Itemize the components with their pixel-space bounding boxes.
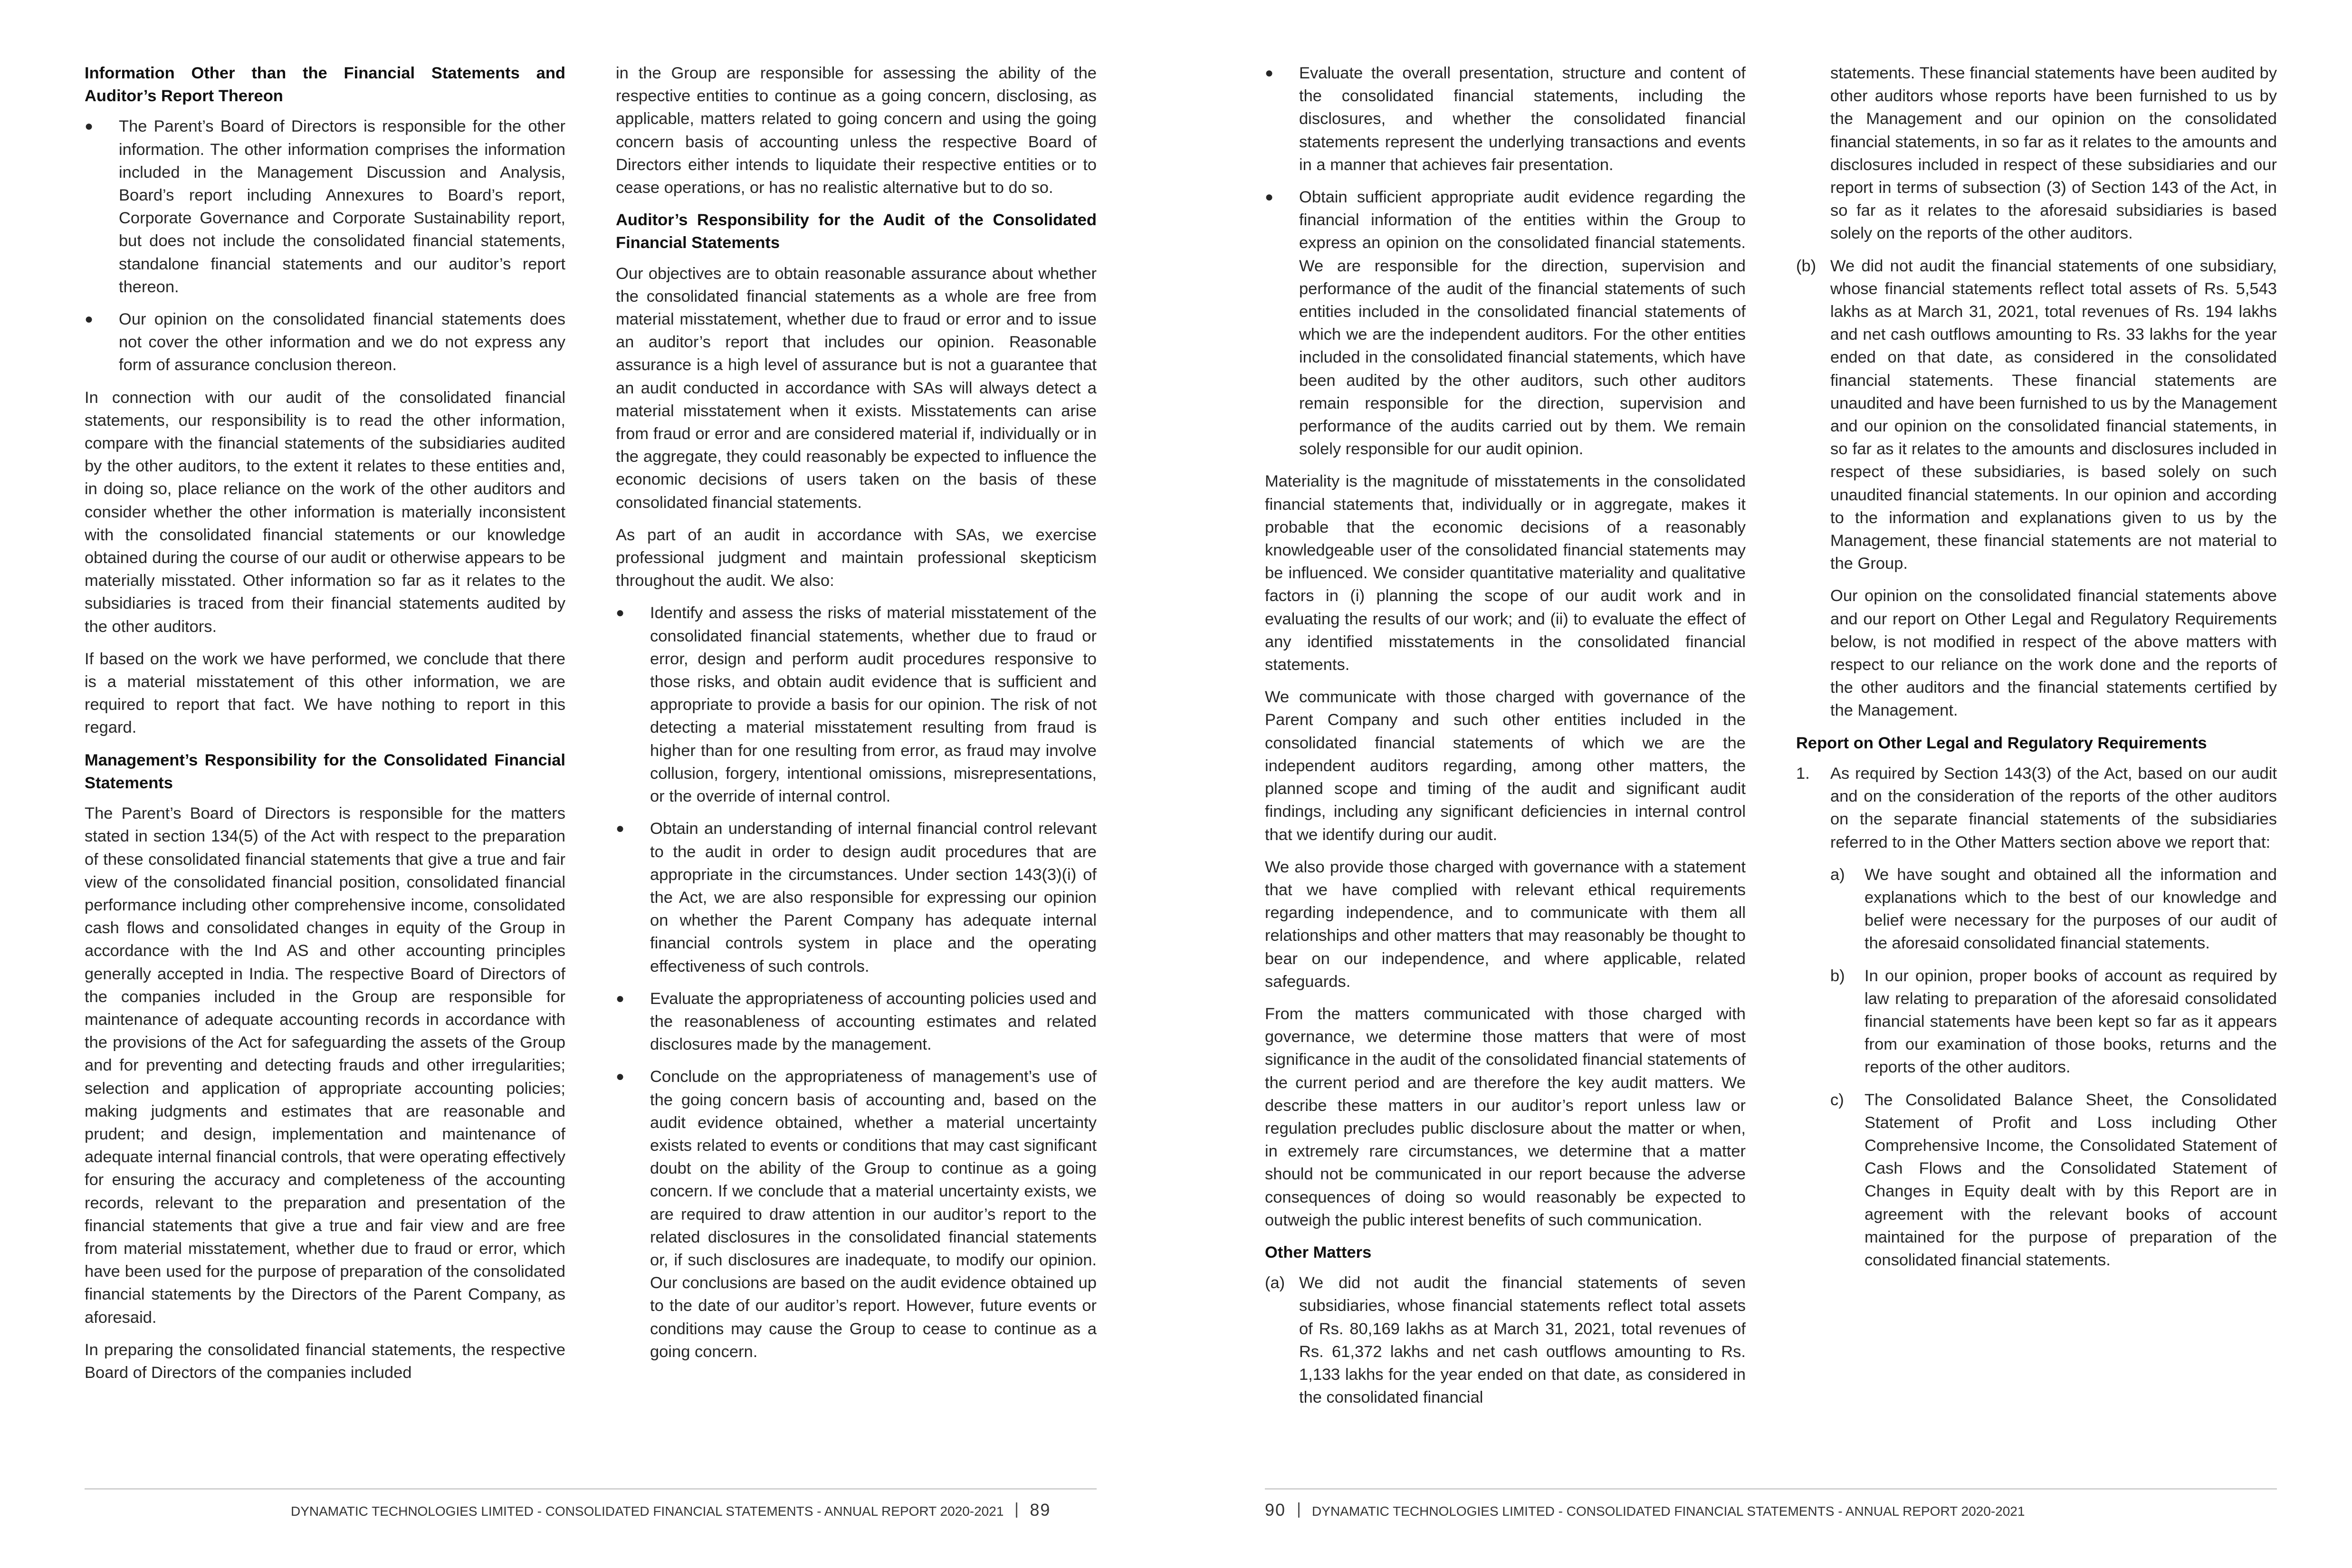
list-marker: a) (1830, 865, 1845, 884)
list-item-text: The Consolidated Balance Sheet, the Consolidated Statement of Profit and Loss including Other Comprehensive Income, the Consolidated Statement of Cash Flows and the Consolidated Statement of Changes in Equity dealt with by this Report are in agreement with the relevant books of account maintained for the purpose of preparation of the consolidated financial statements. (1864, 1090, 2277, 1269)
paragraph: Materiality is the magnitude of misstatements in the consolidated financial statements that, individually or in aggregate, makes it probable that the economic decisions of a reasonably knowledgeable user of the consolidated financial statements may be influenced. We consider quantitative materiality and qualitative factors in (i) planning the scope of our audit work and in evaluating the results of our work; and (ii) to evaluate the effect of any identified misstatements in the consolidated financial statements. (1265, 472, 1746, 674)
paragraph: In connection with our audit of the consolidated financial statements, our responsibility is to read the other information, compare with the financial statements of the subsidiaries audited by the other auditors, to the extent it relates to these entities and, in doing so, place reliance on the work of the other auditors and consider whether the other information is materially inconsistent with the consolidated financial statements or our knowledge obtained during the course of our audit or otherwise appears to be materially misstated. Other information so far as it relates to the subsidiaries is traced from their financial statements audited by the other auditors. (85, 388, 565, 636)
list-item-text: Conclude on the appropriateness of management’s use of the going concern basis of accounting and, based on the audit evidence obtained, whether a material uncertainty exists related to events or conditions that may cast significant doubt on the ability of the Group to continue as a going concern. If we conclude that a material uncertainty exists, we are required to draw attention in our auditor’s report to the related disclosures in the consolidated financial statements or, if such disclosures are inadequate, to modify our opinion. Our conclusions are based on the audit evidence obtained up to the date of our auditor’s report. However, future events or conditions may cause the Group to cease to continue as a going concern. (650, 1068, 1097, 1361)
list-item-text: We did not audit the financial statements of seven subsidiaries, whose financial statements reflect total assets of Rs. 80,169 lakhs as at March 31, 2021, total revenues of Rs. 61,372 lakhs and net cash outflows amounting to Rs. 1,133 lakhs for the year ended on that date, as considered in the consolidated financial (1299, 1274, 1746, 1407)
list-item-text: We have sought and obtained all the information and explanations which to the best of our knowledge and belief were necessary for the purposes of our audit of the aforesaid consolidated financial statements. (1864, 865, 2277, 953)
list-item-text: Identify and assess the risks of material misstatement of the consolidated financial statements, whether due to fraud or error, design and perform audit procedures responsive to those risks, and obtain audit evidence that is sufficient and appropriate to provide a basis for our opinion. The risk of not detecting a material misstatement resulting from fraud is higher than for one resulting from error, as fraud may involve collusion, forgery, intentional omissions, misrepresentations, or the override of internal control. (650, 604, 1097, 806)
list-marker: c) (1830, 1090, 1844, 1109)
section-heading-legal-requirements: Report on Other Legal and Regulatory Requirements (1796, 734, 2207, 752)
paragraph: We also provide those charged with governance with a statement that we have complied with relevant ethical requirements regarding independence, and to communicate with them all relationships and other matters that may reasonably be thought to bear on our independence, and where applicable, related safeguards. (1265, 858, 1746, 991)
list-item (85, 115, 565, 298)
list-item (1830, 863, 2277, 955)
paragraph: From the matters communicated with those charged with governance, we determine those matters that were of most significance in the audit of the consolidated financial statements of the current period and are therefore the key audit matters. We describe these matters in our auditor’s report unless law or regulation precludes public disclosure about the matter or when, in extremely rare circumstances, we determine that a matter should not be communicated in our report because the adverse consequences of doing so would reasonably be expected to outweigh the public interest benefits of such communication. (1265, 1004, 1746, 1229)
left-page-column-2 (616, 62, 1097, 1373)
paragraph: The Parent’s Board of Directors is responsible for the matters stated in section 134(5) of the Act with respect to the preparation of these consolidated financial statements that give a true and fair view of the consolidated financial position, consolidated financial performance including other comprehensive income, consolidated cash flows and consolidated changes in equity of the Group in accordance with the Ind AS and other accounting principles generally accepted in India. The respective Board of Directors of the companies included in the Group are responsible for maintenance of adequate accounting records in accordance with the provisions of the Act for safeguarding the assets of the Group and for preventing and detecting frauds and other irregularities; selection and application of appropriate accounting policies; making judgments and estimates that are reasonable and prudent; and design, implementation and maintenance of adequate internal financial controls, that were operating effectively for ensuring the accuracy and completeness of the accounting records, relevant to the preparation and presentation of the financial statements that give a true and fair view and are free from material misstatement, whether due to fraud or error, which have been used for the purpose of preparation of the consolidated financial statements by the Directors of the Parent Company, as aforesaid. (85, 804, 565, 1327)
footer-separator (1298, 1502, 1300, 1518)
section-heading-auditor-responsibility: Auditor’s Responsibility for the Audit of the Consolidated Financial Statements (616, 211, 1097, 252)
paragraph: statements. These financial statements have been audited by other auditors whose reports have been furnished to us by the Management and our opinion on the consolidated financial statements, in so far as it relates to the amounts and disclosures included in respect of these subsidiaries and our report in terms of subsection (3) of Section 143 of the Act, in so far as it relates to the aforesaid subsidiaries is based solely on the reports of the other auditors. (1830, 64, 2277, 243)
footer-separator (1016, 1502, 1017, 1518)
footer-divider (85, 1488, 1097, 1490)
bullet-icon: ● (1265, 189, 1274, 205)
bullet-icon: ● (616, 605, 625, 621)
bullet-icon: ● (85, 118, 94, 134)
footer-divider (1265, 1488, 2277, 1490)
paragraph: If based on the work we have performed, we conclude that there is a material misstatement of this other information, we are required to report that fact. We have nothing to report in this regard. (85, 650, 565, 737)
page-footer-left (291, 1501, 1051, 1521)
right-page-column-1 (1265, 62, 1746, 1418)
bullet-icon: ● (1265, 65, 1274, 81)
page-footer-right (1265, 1501, 2025, 1521)
list-marker: 1. (1796, 764, 1810, 783)
paragraph: Our objectives are to obtain reasonable assurance about whether the consolidated financial statements as a whole are free from material misstatement, whether due to fraud or error and to issue an auditor’s report that includes our opinion. Reasonable assurance is a high level of assurance but is not a guarantee that an audit conducted in accordance with SAs will always detect a material misstatement when it exists. Misstatements can arise from fraud or error and are considered material if, individually or in the aggregate, they could reasonably be expected to influence the economic decisions of users taken on the basis of these consolidated financial statements. (616, 264, 1097, 512)
list-item (1830, 1089, 2277, 1272)
list-item (1796, 255, 2277, 575)
section-heading-other-information: Information Other than the Financial Statements and Auditor’s Report Thereon (85, 64, 565, 105)
list-item (1265, 62, 1746, 176)
list-item (1265, 1272, 1746, 1409)
list-item-text: We did not audit the financial statements of one subsidiary, whose financial statements reflect total assets of Rs. 5,543 lakhs as at March 31, 2021, total revenues of Rs. 194 lakhs and net cash outflows amounting to Rs. 33 lakhs for the year ended on that date, as considered in the consolidated financial statements. These financial statements are unaudited and have been furnished to us by the Management and our opinion on the consolidated financial statements, in so far as it relates to the amounts and disclosures included in respect of these subsidiaries, is based solely on such unaudited financial statements. In our opinion and according to the information and explanations given to us by the Management, these financial statements are not material to the Group. (1830, 257, 2277, 573)
list-item (1265, 186, 1746, 460)
list-item-text: Obtain sufficient appropriate audit evidence regarding the financial information of the entities within the Group to express an opinion on the consolidated financial statements. We are responsible for the direction, supervision and performance of the audit of the financial statements of such entities included in the consolidated financial statements of which we are the independent auditors. For the other entities included in the consolidated financial statements, which have been audited by the other auditors, such other auditors remain responsible for the direction, supervision and performance of the audits carried out by them. We remain solely responsible for our audit opinion. (1299, 188, 1746, 459)
paragraph: In preparing the consolidated financial statements, the respective Board of Directors of the companies included (85, 1340, 565, 1382)
list-item-text: As required by Section 143(3) of the Act, based on our audit and on the consideration of the reports of the other auditors on the separate financial statements of the subsidiaries referred to in the Other Matters section above we report that: (1830, 764, 2277, 851)
bullet-icon: ● (616, 990, 625, 1006)
paragraph: We communicate with those charged with governance of the Parent Company and such other entities included in the consolidated financial statements of which we are the independent auditors regarding, among other matters, the planned scope and timing of the audit and significant audit findings, including any significant deficiencies in internal control that we identify during our audit. (1265, 688, 1746, 844)
right-page-column-2 (1796, 62, 2277, 1281)
paragraph: As part of an audit in accordance with SAs, we exercise professional judgment and maintain professional skepticism throughout the audit. We also: (616, 526, 1097, 590)
list-marker: (a) (1265, 1274, 1285, 1292)
list-item (85, 308, 565, 377)
bullet-icon: ● (616, 1069, 625, 1085)
section-heading-management-responsibility: Management’s Responsibility for the Consolidated Financial Statements (85, 751, 565, 792)
page-number: 90 (1265, 1500, 1286, 1520)
list-item (1796, 762, 2277, 854)
left-page-column-1 (85, 62, 565, 1394)
bullet-icon: ● (85, 311, 94, 327)
paragraph: Our opinion on the consolidated financial statements above and our report on Other Legal and Regulatory Requirements below, is not modified in respect of the above matters with respect to our reliance on the work done and the reports of the other auditors and the financial statements certified by the Management. (1830, 587, 2277, 720)
page-number: 89 (1030, 1500, 1051, 1520)
bullet-icon: ● (616, 821, 625, 837)
list-item (616, 987, 1097, 1056)
section-heading-other-matters: Other Matters (1265, 1243, 1372, 1262)
list-item (1830, 965, 2277, 1079)
list-marker: b) (1830, 966, 1845, 985)
list-item-text: In our opinion, proper books of account as required by law relating to preparation of the aforesaid consolidated financial statements have been kept so far as it appears from our examination of those books, returns and the reports of the other auditors. (1864, 966, 2277, 1077)
list-item-text: Obtain an understanding of internal financial control relevant to the audit in order to design audit procedures that are appropriate in the circumstances. Under section 143(3)(i) of the Act, we are also responsible for expressing our opinion on whether the Parent Company has adequate internal financial controls system in place and the operating effectiveness of such controls. (650, 820, 1097, 975)
list-item (616, 817, 1097, 977)
list-item (616, 602, 1097, 808)
list-item-text: Evaluate the appropriateness of accounting policies used and the reasonableness of accounting estimates and related disclosures made by the management. (650, 989, 1097, 1054)
footer-title: DYNAMATIC TECHNOLOGIES LIMITED - CONSOLIDATED FINANCIAL STATEMENTS - ANNUAL REPORT 2020-2021 (291, 1504, 1004, 1519)
list-item (616, 1065, 1097, 1363)
list-item-text: Our opinion on the consolidated financial statements does not cover the other information and we do not express any form of assurance conclusion thereon. (119, 310, 565, 374)
footer-title: DYNAMATIC TECHNOLOGIES LIMITED - CONSOLIDATED FINANCIAL STATEMENTS - ANNUAL REPORT 2020-2021 (1312, 1504, 2025, 1519)
list-marker: (b) (1796, 257, 1817, 275)
list-item-text: The Parent’s Board of Directors is responsible for the other information. The other information comprises the information included in the Management Discussion and Analysis, Board’s report including Annexures to Board’s report, Corporate Governance and Corporate Sustainability report, but does not include the consolidated financial statements, standalone financial statements and our auditor’s report thereon. (119, 117, 565, 296)
list-item-text: Evaluate the overall presentation, structure and content of the consolidated financial statements, including the disclosures, and whether the consolidated financial statements represent the underlying transactions and events in a manner that achieves fair presentation. (1299, 64, 1746, 174)
paragraph: in the Group are responsible for assessing the ability of the respective entities to continue as a going concern, disclosing, as applicable, matters related to going concern and using the going concern basis of accounting unless the respective Board of Directors either intends to liquidate their respective entities or to cease operations, or has no realistic alternative but to do so. (616, 64, 1097, 197)
